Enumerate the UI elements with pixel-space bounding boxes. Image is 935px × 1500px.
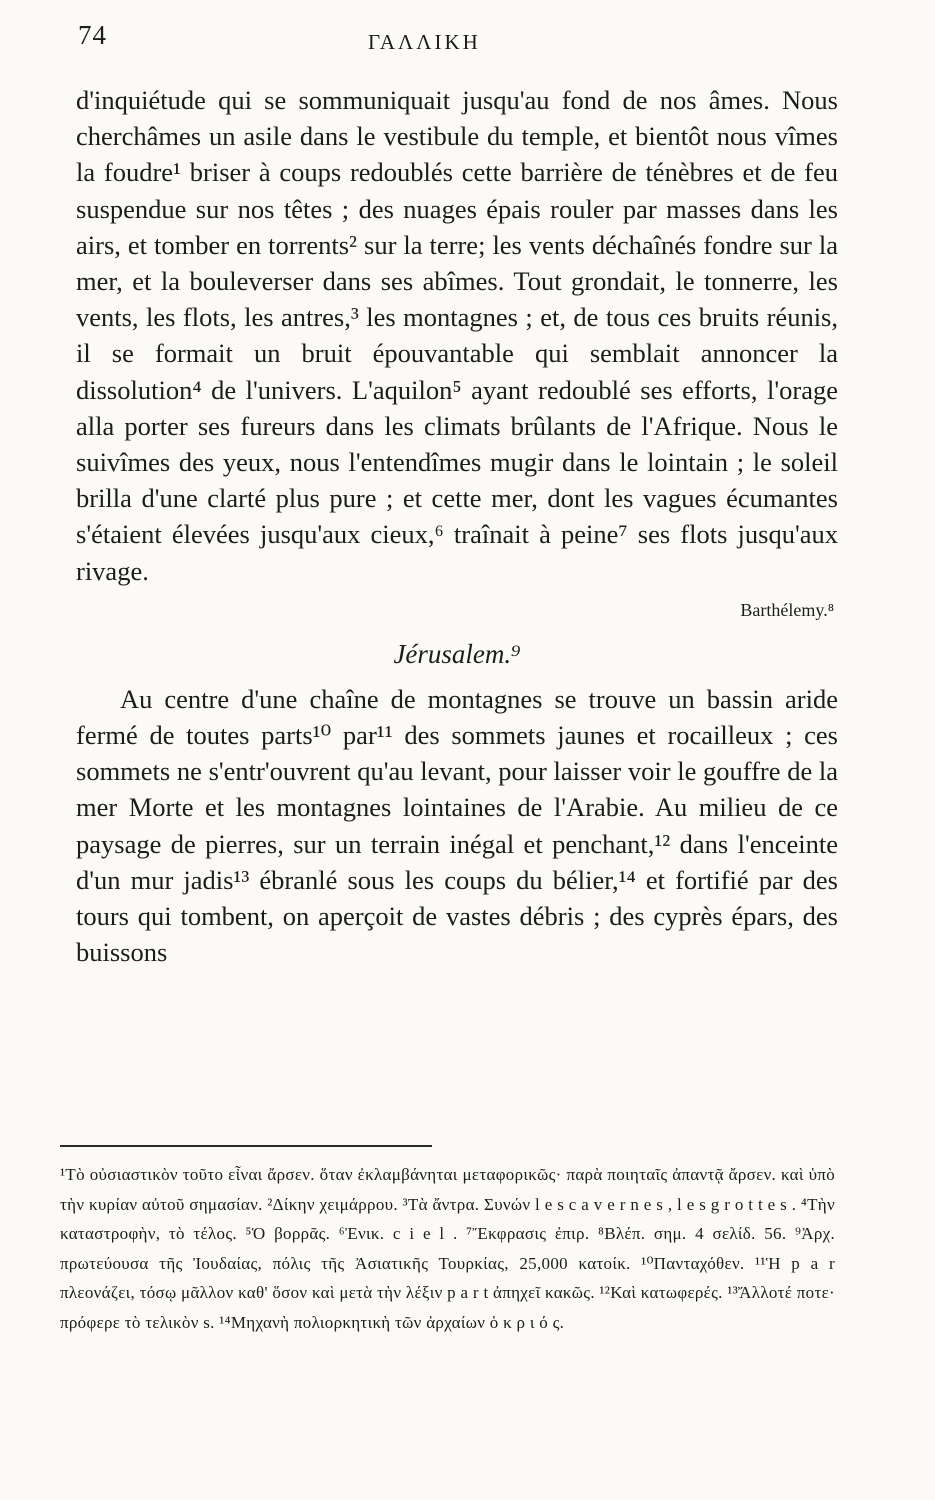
page-header [78,20,835,60]
section-title-jerusalem: Jérusalem.⁹ [393,638,521,669]
footnote-divider [60,1145,432,1147]
page-number: 74 [78,20,107,50]
running-head: ΓΑΛΛΙΚΗ [368,30,481,54]
main-text [76,82,838,970]
barthelemy-passage: d'inquiétude qui se sommuniquait jusqu'au fond de nos âmes. Nous cherchâmes un asile dans le vestibule du temple, et bientôt nous vîmes la foudre¹ briser à coups redoublés cette barrière de ténèbres et de feu suspendue sur nos têtes ; des nuages épais rouler par masses dans les airs, et tomber en torrents² sur la terre; les vents déchaînés fondre sur la mer, et la bouleverser dans ses abîmes. Tout grondait, le tonnerre, les vents, les flots, les antres,³ les montagnes ; et, de tous ces bruits réunis, il se formait un bruit épouvantable qui semblait annoncer la dissolution⁴ de l'univers. L'aquilon⁵ ayant redoublé ses efforts, l'orage alla porter ses fureurs dans les climats brûlants de l'Afrique. Nous le suivîmes des yeux, nous l'entendîmes mugir dans le lointain ; le soleil brilla d'une clarté plus pure ; et cette mer, dont les vagues écumantes s'étaient élevées jusqu'aux cieux,⁶ traînait à peine⁷ ses flots jusqu'aux rivage. [76,85,838,586]
footnotes [60,1160,835,1337]
jerusalem-passage: Au centre d'une chaîne de montagnes se trouve un bassin aride fermé de toutes parts¹⁰ par¹¹ des sommets jaunes et rocailleux ; ces sommets ne s'entr'ouvrent qu'au levant, pour laisser voir le gouffre de la mer Morte et les montagnes lointaines de l'Arabie. Au milieu de ce paysage de pierres, sur un terrain inégal et penchant,¹² dans l'enceinte d'un mur jadis¹³ ébranlé sous les coups du bélier,¹⁴ et fortifié par des tours qui tombent, on aperçoit de vastes débris ; des cyprès épars, des buissons [76,683,838,968]
attribution-barthelemy: Barthélemy.⁸ [740,599,834,620]
footnotes-text: ¹Τὸ οὐσιαστικὸν τοῦτο εἶναι ἄρσεν. ὅταν ἐκλαμβάνηται μεταφορικῶς· παρὰ ποιηταῖς ἀπαντᾷ ἄρσεν. καὶ ὑπὸ τὴν κυρίαν αὐτοῦ σημασίαν. ²Δίκην χειμάρρου. ³Τὰ ἄντρα. Συνών l e s c a v e r n e s , l e s g r o t t e s . ⁴Τὴν καταστροφὴν, τὸ τέλος. ⁵Ὁ βορρᾶς. ⁶Ἐνικ. c i e l . ⁷Ἔκφρασις ἐπιρ. ⁸Βλέπ. σημ. 4 σελίδ. 56. ⁹Ἀρχ. πρωτεύουσα τῆς Ἰουδαίας, πόλις τῆς Ἀσιατικῆς Τουρκίας, 25,000 κατοίκ. ¹⁰Πανταχόθεν. ¹¹Ἡ p a r πλεονάζει, τόσῳ μᾶλλον καθ' ὅσον καὶ μετὰ τὴν λέξιν p a r t ἀπηχεῖ κακῶς. ¹²Καὶ κατωφερές. ¹³Ἄλλοτέ ποτε· πρόφερε τὸ τελικὸν s. ¹⁴Μηχανὴ πολιορκητικὴ τῶν ἀρχαίων ὁ κ ρ ι ό ς. [60,1165,835,1332]
